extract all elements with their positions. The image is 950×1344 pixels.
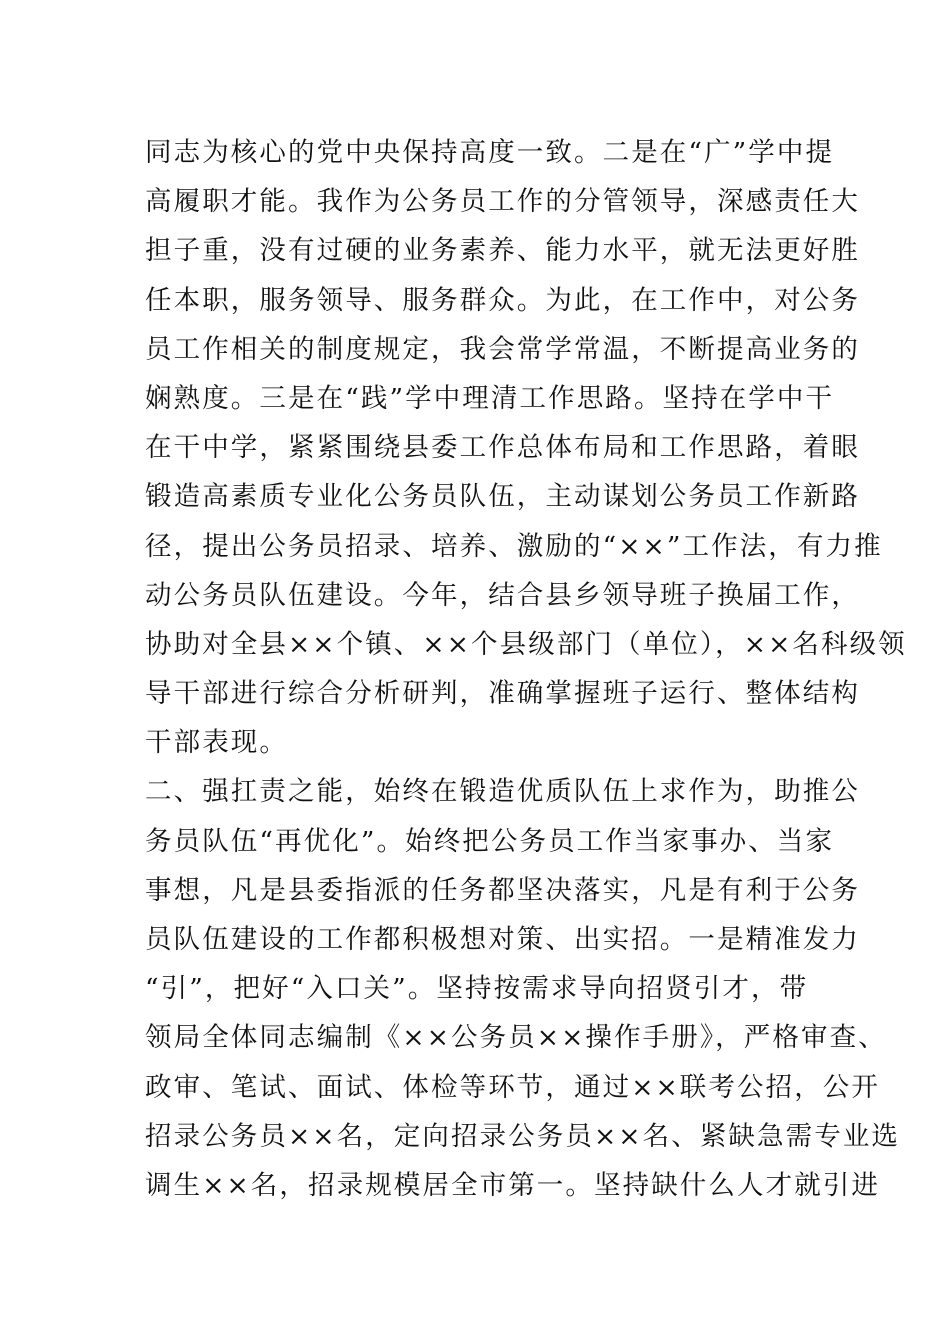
text-line: 政审、笔试、面试、体检等环节，通过××联考公招，公开 xyxy=(145,1071,881,1103)
text-line: 务员队伍“再优化”。始终把公务员工作当家事办、当家 xyxy=(145,825,835,857)
text-line: 员队伍建设的工作都积极想对策、出实招。一是精准发力 xyxy=(145,924,860,955)
text-line: 员工作相关的制度规定，我会常学常温，不断提高业务的 xyxy=(145,333,860,365)
text-line: 动公务员队伍建设。今年，结合县乡领导班子换届工作， xyxy=(145,579,860,611)
text-line: 任本职，服务领导、服务群众。为此，在工作中，对公务 xyxy=(145,284,860,316)
document-body xyxy=(145,128,907,1210)
text-line: 径，提出公务员招录、培养、激励的“××”工作法，有力推 xyxy=(145,530,883,562)
text-line: 担子重，没有过硬的业务素养、能力水平，就无法更好胜 xyxy=(145,235,860,267)
text-line: 协助对全县××个镇、××个县级部门（单位），××名科级领 xyxy=(145,628,907,660)
text-line: 在干中学，紧紧围绕县委工作总体布局和工作思路，着眼 xyxy=(145,432,860,464)
text-line: 干部表现。 xyxy=(145,727,288,759)
text-line: 娴熟度。三是在“践”学中理清工作思路。坚持在学中干 xyxy=(145,382,835,414)
text-line: 导干部进行综合分析研判，准确掌握班子运行、整体结构 xyxy=(145,678,860,710)
text-line: 高履职才能。我作为公务员工作的分管领导，深感责任大 xyxy=(145,186,860,218)
text-line: 事想，凡是县委指派的任务都坚决落实，凡是有利于公务 xyxy=(145,874,860,906)
text-line: 锻造高素质专业化公务员队伍，主动谋划公务员工作新路 xyxy=(145,481,860,513)
text-line: 招录公务员××名，定向招录公务员××名、紧缺急需专业选 xyxy=(145,1120,901,1152)
text-line: “引”，把好“入口关”。坚持按需求导向招贤引才，带 xyxy=(145,973,809,1005)
text-line: 调生××名，招录规模居全市第一。坚持缺什么人才就引进 xyxy=(145,1169,881,1201)
text-line: 同志为核心的党中央保持高度一致。二是在“广”学中提 xyxy=(145,137,835,168)
section-heading-line: 二、强扛责之能，始终在锻造优质队伍上求作为，助推公 xyxy=(145,776,860,808)
text-line: 领局全体同志编制《××公务员××操作手册》，严格审查、 xyxy=(145,1022,887,1054)
